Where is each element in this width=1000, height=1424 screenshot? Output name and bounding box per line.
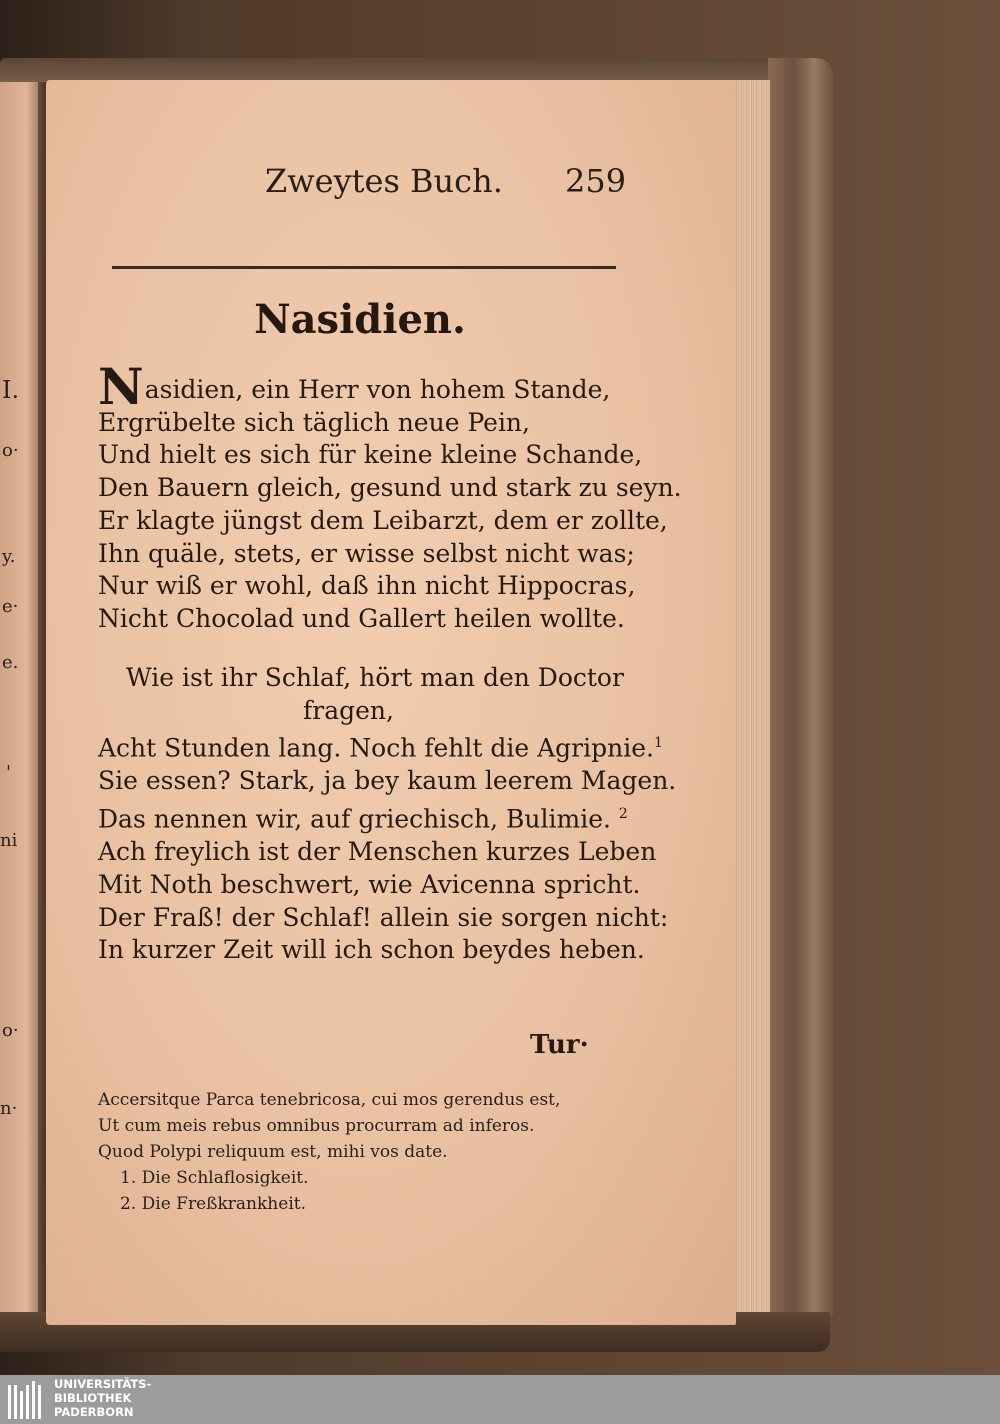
- poem-line-text: Das nennen wir, auf griechisch, Bulimie.: [98, 804, 611, 834]
- poem-line: Nicht Chocolad und Gallert heilen wollte.: [98, 603, 625, 633]
- poem-line: Er klagte jüngst dem Leibarzt, dem er zollte,: [98, 505, 668, 535]
- left-fragment: I.: [2, 376, 20, 404]
- page-stack-edge: [732, 80, 770, 1318]
- poem-line: [98, 727, 676, 765]
- poem-line: Sie essen? Stark, ja bey kaum leerem Magen.: [98, 766, 677, 796]
- running-header: [100, 162, 627, 206]
- poem-line: Mit Noth beschwert, wie Avicenna spricht.: [98, 869, 641, 899]
- poem-line: In kurzer Zeit will ich schon beydes heben.: [98, 935, 645, 965]
- book-cover-right: [768, 58, 834, 1320]
- latin-line: Quod Polypi reliquum est, mihi vos date.: [98, 1142, 448, 1162]
- logo-line: UNIVERSITÄTS-: [54, 1377, 152, 1391]
- library-logo-text: [54, 1377, 151, 1419]
- library-logo-icon: [6, 1379, 46, 1420]
- left-fragment: o·: [2, 1020, 19, 1041]
- poem-line: Der Fraß! der Schlaf! allein sie sorgen nicht:: [98, 902, 669, 932]
- poem-line: Ach freylich ist der Menschen kurzes Leben: [98, 837, 657, 867]
- left-fragment: ni: [0, 830, 18, 851]
- page-number: 259: [565, 162, 627, 200]
- poem-line: Wie ist ihr Schlaf, hört man den Doctor: [126, 663, 624, 692]
- catchword: Tur·: [530, 1030, 589, 1060]
- poem-line: Nur wiß er wohl, daß ihn nicht Hippocras,: [98, 571, 636, 601]
- poem-line: Und hielt es sich für keine kleine Schande,: [98, 440, 643, 470]
- poem-line-continuation: fragen,: [303, 695, 394, 725]
- left-fragment: y.: [2, 546, 16, 567]
- poem-line: Ergrübelte sich täglich neue Pein,: [98, 407, 530, 437]
- stanza-2: [98, 662, 676, 967]
- drop-cap: N: [98, 357, 144, 416]
- header-rule: [112, 266, 616, 269]
- logo-line: BIBLIOTHEK: [54, 1391, 132, 1405]
- left-fragment: ': [6, 762, 11, 783]
- footnote: 1. Die Schlaflosigkeit.: [120, 1168, 309, 1188]
- poem-title: Nasidien.: [254, 296, 466, 343]
- library-footer: [0, 1375, 1000, 1424]
- running-header-title: Zweytes Buch.: [265, 162, 503, 200]
- stanza-1: [98, 357, 682, 636]
- footnote-mark: 1: [653, 735, 663, 752]
- left-fragment: o·: [2, 440, 19, 461]
- latin-line: Accersitque Parca tenebricosa, cui mos gerendus est,: [98, 1090, 561, 1110]
- poem-line: Ihn quäle, stets, er wisse selbst nicht was;: [98, 538, 635, 568]
- footnote: 2. Die Freßkrankheit.: [120, 1194, 306, 1214]
- left-fragment: n·: [0, 1098, 18, 1119]
- left-fragment: e·: [2, 596, 19, 617]
- footnotes: [98, 1087, 560, 1217]
- poem-line: [98, 798, 676, 836]
- logo-line: PADERBORN: [54, 1405, 134, 1419]
- poem-line: Den Bauern gleich, gesund und stark zu seyn.: [98, 473, 682, 503]
- poem-line-text: Acht Stunden lang. Noch fehlt die Agripnie.: [98, 733, 654, 763]
- poem-line: [98, 357, 682, 416]
- latin-line: Ut cum meis rebus omnibus procurram ad inferos.: [98, 1116, 535, 1136]
- footnote-mark: 2: [618, 806, 628, 823]
- poem-line-text: asidien, ein Herr von hohem Stande,: [144, 375, 611, 404]
- left-fragment: e.: [2, 652, 19, 673]
